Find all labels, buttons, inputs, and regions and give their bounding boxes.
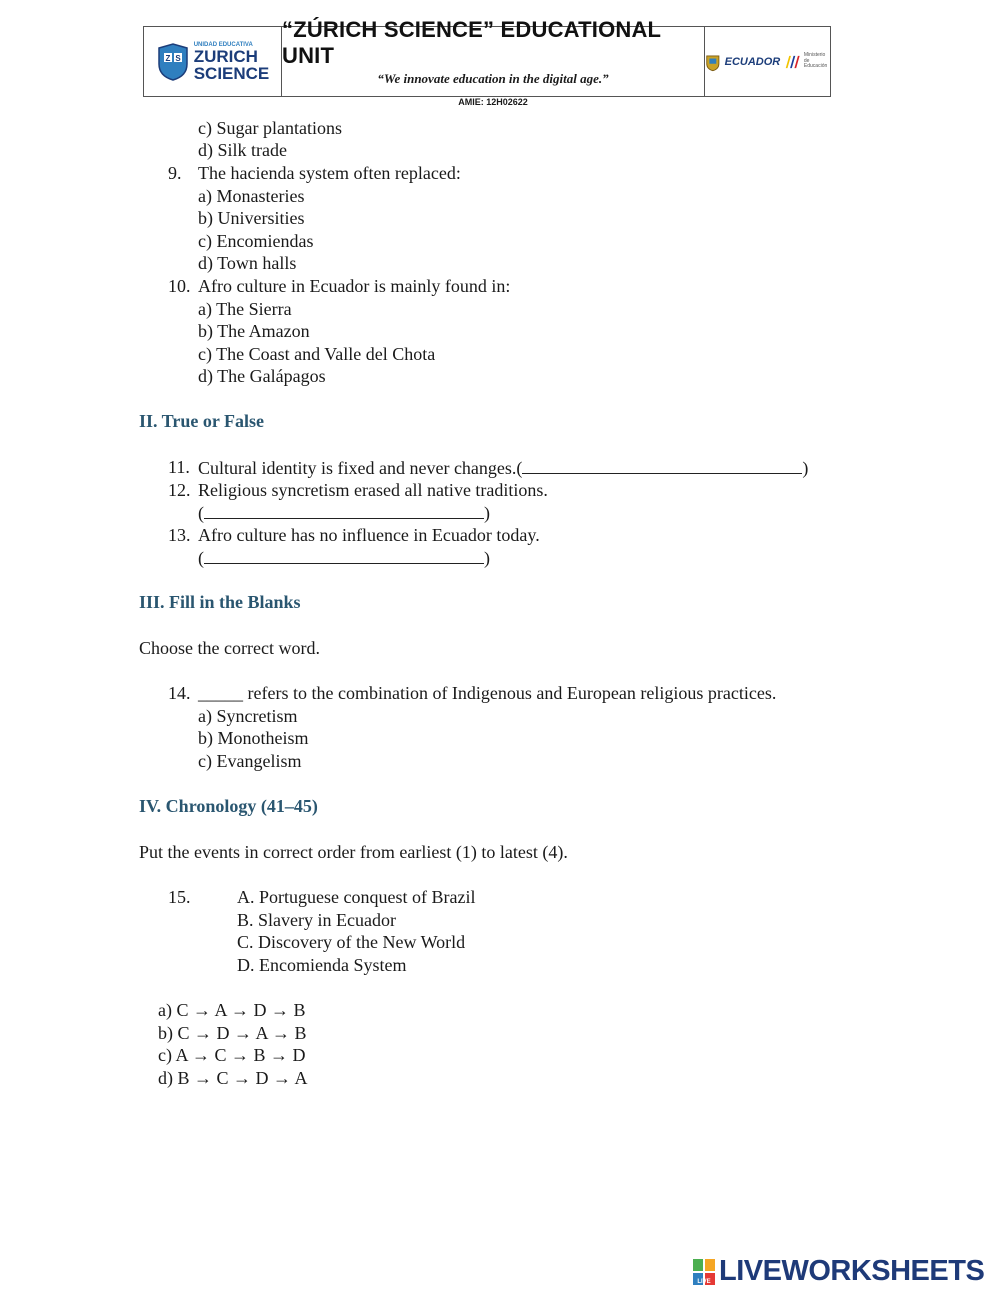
q10-option-c: c) The Coast and Valle del Chota [198,344,436,364]
school-logo [144,27,282,96]
q9-option-c: c) Encomiendas [198,231,314,251]
q12-answer-line [198,501,490,524]
q15-option-d: d) B → C → D → A [158,1068,308,1088]
amie-code: AMIE: 12H02622 [458,96,528,107]
q9-option-d: d) Town halls [198,253,297,273]
school-title: “ZÚRICH SCIENCE” EDUCATIONAL UNIT [282,16,661,68]
liveworksheets-wordmark: LIVEWORKSHEETS [719,1255,985,1287]
logo-line2: SCIENCE [193,63,270,83]
chronology-instruction: Put the events in correct order from earliest (1) to latest (4). [139,842,568,862]
ecuador-text: ECUADOR [724,55,781,68]
q10-option-d: d) The Galápagos [198,366,326,386]
q9-text: The hacienda system often replaced: [198,163,461,183]
q10-text: Afro culture in Ecuador is mainly found in: [198,276,511,296]
q13-close-paren: ) [484,548,490,568]
q15-number: 15. [168,887,191,907]
svg-text:S: S [175,53,181,63]
q12-open-paren: ( [198,503,204,523]
event-b: B. Slavery in Ecuador [237,910,396,930]
svg-text:Z: Z [165,53,171,63]
q11-close-paren: ) [802,458,809,478]
q10-option-b: b) The Amazon [198,321,310,341]
liveworksheets-logo [693,1255,984,1288]
q12-number: 12. [168,480,191,500]
fill-blanks-instruction: Choose the correct word. [139,638,320,658]
q13-open-paren: ( [198,548,204,568]
q11-number: 11. [168,457,190,477]
q13-number: 13. [168,525,191,545]
section-fill-blanks-heading: III. Fill in the Blanks [139,592,301,612]
event-d: D. Encomienda System [237,955,407,975]
q11-text: Cultural identity is fixed and never changes.( [198,458,523,478]
ministry-logo [705,27,830,96]
q12-answer-blank[interactable] [204,501,484,519]
q14-option-b: b) Monotheism [198,728,309,748]
coat-of-arms-icon [705,51,721,73]
q13-text: Afro culture has no influence in Ecuador today. [198,525,540,545]
ministry-text: Ministerio de Educación [803,52,828,70]
school-motto: “We innovate education in the digital age.” [377,70,609,86]
logo-small-text: UNIDAD EDUCATIVA [193,41,253,48]
q9-option-a: a) Monasteries [198,186,305,206]
q15-option-a: a) C → A → D → B [158,1000,306,1020]
q10-number: 10. [168,276,191,296]
logo-line1: ZURICH [193,46,258,66]
q13-answer-line [198,546,490,569]
q11-line [198,456,808,479]
q14-option-a: a) Syncretism [198,706,298,726]
q14-number: 14. [168,683,191,703]
q15-option-c: c) A → C → B → D [158,1045,306,1065]
badge-text: LIVE [697,1278,711,1285]
q14-text: _____ refers to the combination of Indigenous and European religious practices. [198,683,777,703]
section-chronology-heading: IV. Chronology (41–45) [139,796,318,816]
q10-option-a: a) The Sierra [198,299,292,319]
shield-icon [156,42,190,82]
q12-close-paren: ) [484,503,490,523]
q8-option-d: d) Silk trade [198,140,287,160]
event-a: A. Portuguese conquest of Brazil [237,887,476,907]
q8-option-c: c) Sugar plantations [198,118,342,138]
section-true-false-heading: II. True or False [139,411,264,431]
liveworksheets-badge-icon [693,1259,715,1285]
q9-option-b: b) Universities [198,208,305,228]
q12-text: Religious syncretism erased all native traditions. [198,480,548,500]
event-c: C. Discovery of the New World [237,932,466,952]
q13-answer-blank[interactable] [204,546,484,564]
flag-stripes-icon [784,55,800,69]
q9-number: 9. [168,163,182,183]
q11-answer-blank[interactable] [522,456,802,474]
q14-option-c: c) Evangelism [198,751,302,771]
school-header [143,16,831,107]
q15-option-b: b) C → D → A → B [158,1023,307,1043]
